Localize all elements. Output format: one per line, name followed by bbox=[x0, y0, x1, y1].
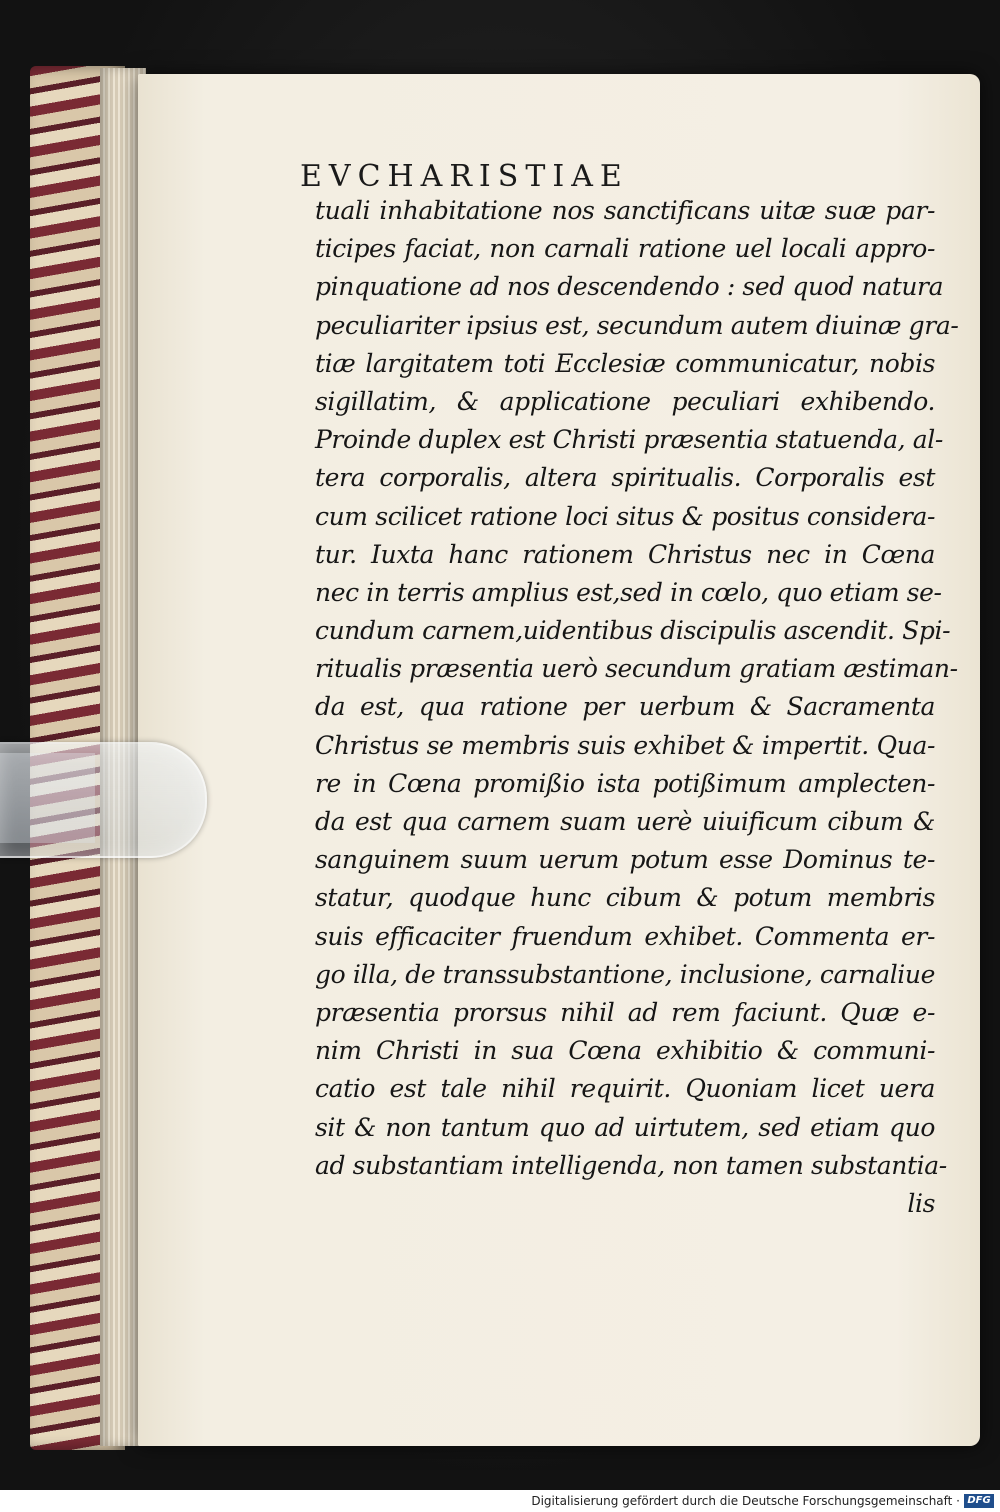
text-line: sit & non tantum quo ad uirtutem, sed etiam quo bbox=[315, 1112, 935, 1142]
text-line: nim Christi in sua Cœna exhibitio & communi- bbox=[315, 1036, 935, 1066]
text-line: statur, quodque hunc cibum & potum membris bbox=[315, 883, 935, 913]
text-line: Proinde duplex est Christi præsentia statuenda, al- bbox=[315, 425, 943, 455]
text-line: tera corporalis, altera spiritualis. Corporalis est bbox=[315, 463, 935, 493]
text-line: tiæ largitatem toti Ecclesiæ communicatur, nobis bbox=[315, 348, 935, 378]
text-line: go illa, de transsubstantione, inclusione, carnaliue bbox=[315, 959, 935, 989]
text-line: nec in terris amplius est,sed in cœlo, quo etiam se- bbox=[315, 577, 942, 607]
running-header: EVCHARISTIAE bbox=[300, 159, 629, 194]
text-line: tuali inhabitatione nos sanctificans uitæ suæ par- bbox=[315, 196, 935, 225]
text-line: catio est tale nihil requirit. Quoniam licet uera bbox=[315, 1074, 935, 1104]
text-line: ritualis præsentia uerò secundum gratiam æstiman- bbox=[315, 654, 958, 684]
footer-credit: Digitalisierung gefördert durch die Deutsche Forschungsgemeinschaft · bbox=[531, 1494, 960, 1508]
catchword: lis bbox=[907, 1188, 935, 1218]
text-line: cum scilicet ratione loci situs & positus considera- bbox=[315, 501, 935, 531]
dfg-logo: DFG bbox=[964, 1494, 994, 1508]
text-line: pinquatione ad nos descendendo : sed quod natura bbox=[315, 272, 944, 302]
text-line: sigillatim, & applicatione peculiari exhibendo. bbox=[315, 386, 935, 416]
text-line: ad substantiam intelligenda, non tamen substantia- bbox=[315, 1150, 947, 1180]
text-line: peculiariter ipsius est, secundum autem diuinæ gra- bbox=[315, 310, 959, 340]
page-clip bbox=[0, 742, 207, 858]
text-line: da est, qua ratione per uerbum & Sacramenta bbox=[315, 692, 935, 722]
page-body bbox=[315, 192, 959, 1223]
text-line: re in Cœna promißio ista potißimum amplecten- bbox=[315, 768, 935, 798]
text-line: suis efficaciter fruendum exhibet. Commenta er- bbox=[315, 921, 935, 951]
text-line: præsentia prorsus nihil ad rem faciunt. Quæ e- bbox=[315, 997, 935, 1027]
text-line: ticipes faciat, non carnali ratione uel locali appro- bbox=[315, 234, 935, 264]
text-line: sanguinem suum uerum potum esse Dominus te- bbox=[315, 845, 935, 875]
text-line: tur. Iuxta hanc rationem Christus nec in Cœna bbox=[315, 539, 935, 569]
text-line: Christus se membris suis exhibet & impertit. Qua- bbox=[315, 730, 935, 760]
text-line: da est qua carnem suam uerè uiuificum cibum & bbox=[315, 807, 935, 836]
text-line: cundum carnem,uidentibus discipulis ascendit. Spi- bbox=[315, 616, 951, 646]
